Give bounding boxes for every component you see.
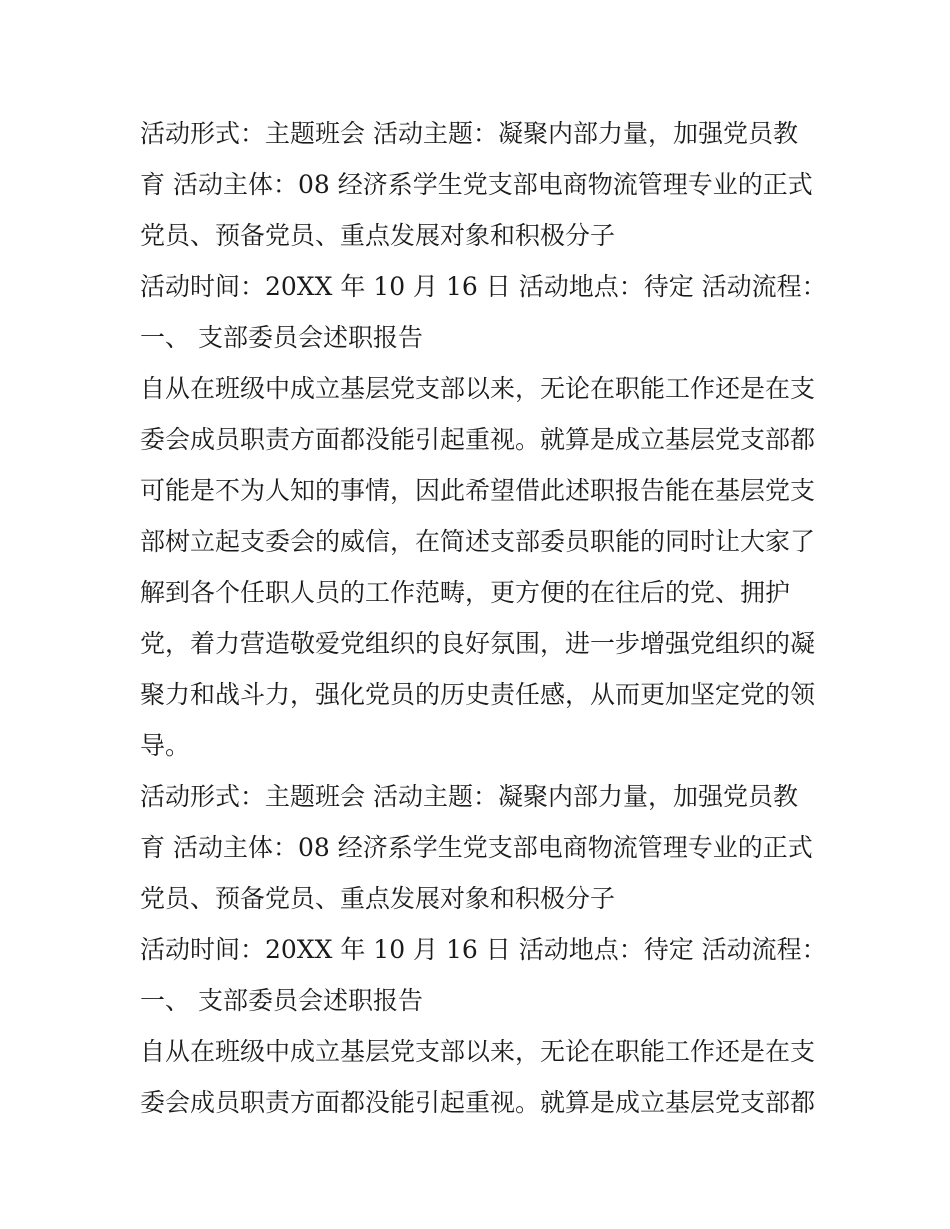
text-line: 部树立起支委会的威信，在简述支部委员职能的同时让大家了 (140, 527, 816, 556)
text-line: 党员、预备党员、重点发展对象和积极分子 (140, 884, 616, 913)
section-heading: 一、 支部委员会述职报告 (140, 986, 423, 1015)
text-line: 委会成员职责方面都没能引起重视。就算是成立基层党支部都 (140, 1088, 816, 1117)
text-line: 党员、预备党员、重点发展对象和积极分子 (140, 221, 616, 250)
text-line: 委会成员职责方面都没能引起重视。就算是成立基层党支部都 (140, 425, 816, 454)
text-line: 活动时间：20XX 年 10 月 16 日 活动地点：待定 活动流程： (140, 935, 827, 964)
text-line: 聚力和战斗力，强化党员的历史责任感，从而更加坚定党的领 (140, 680, 816, 709)
text-line: 活动时间：20XX 年 10 月 16 日 活动地点：待定 活动流程： (140, 272, 827, 301)
document-body (140, 108, 827, 1128)
section-heading: 一、 支部委员会述职报告 (140, 323, 423, 352)
text-line: 育 活动主体：08 经济系学生党支部电商物流管理专业的正式 (140, 833, 813, 862)
text-line: 育 活动主体：08 经济系学生党支部电商物流管理专业的正式 (140, 170, 813, 199)
text-line: 党，着力营造敬爱党组织的良好氛围，进一步增强党组织的凝 (140, 629, 816, 658)
text-line: 自从在班级中成立基层党支部以来，无论在职能工作还是在支 (140, 374, 816, 403)
text-line: 导。 (140, 731, 191, 760)
text-line: 可能是不为人知的事情，因此希望借此述职报告能在基层党支 (140, 476, 816, 505)
text-line: 解到各个任职人员的工作范畴，更方便的在往后的党、拥护 (140, 578, 791, 607)
text-line: 活动形式：主题班会 活动主题：凝聚内部力量，加强党员教 (140, 782, 798, 811)
text-line: 活动形式：主题班会 活动主题：凝聚内部力量，加强党员教 (140, 119, 798, 148)
text-line: 自从在班级中成立基层党支部以来，无论在职能工作还是在支 (140, 1037, 816, 1066)
